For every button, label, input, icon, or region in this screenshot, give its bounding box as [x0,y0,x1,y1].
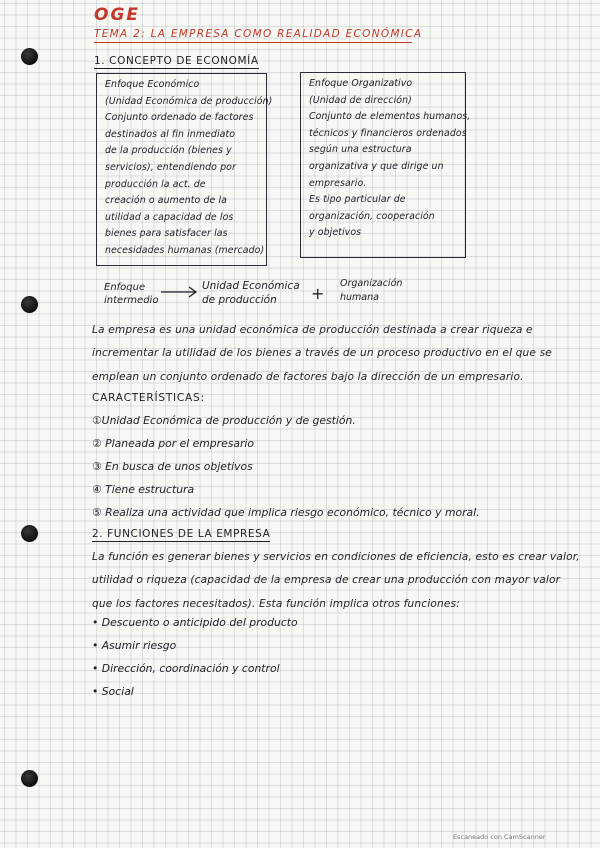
economic-approach-box [96,73,273,266]
box-line: Enfoque Organizativo [309,78,413,89]
formula-mid-line1: Unidad Económica [202,280,300,292]
characteristic-item: ④ Tiene estructura [92,483,195,496]
box-line: (Unidad Económica de producción) [105,95,273,107]
definition-paragraph [92,319,592,389]
topic-title-underline [94,42,412,43]
definition-line: La empresa es una unidad económica de producción destinada a crear riqueza e [92,324,533,336]
box-line: bienes para satisfacer las [105,228,228,240]
function-item: • Social [92,685,134,698]
function-item: • Descuento o anticipido del producto [92,616,298,629]
box-line: de la producción (bienes y [105,145,232,157]
section2-title: 2. FUNCIONES DE LA EMPRESA [92,528,271,540]
box-line: destinados al fin inmediato [105,128,236,140]
box-line: producción la act. de [105,178,206,190]
function-line: utilidad o riqueza (capacidad de la empresa de crear una producción con mayor valor [92,574,561,587]
function-item: • Asumir riesgo [92,639,177,652]
box-line: según una estructura [309,144,412,156]
box-line: (Unidad de dirección) [309,94,412,106]
characteristic-item: ①Unidad Económica de producción y de gestión. [92,414,356,427]
function-item: • Dirección, coordinación y control [92,662,280,675]
formula-right-line2: humana [340,292,379,303]
formula-right-line1: Organización [340,278,403,289]
scanner-watermark: Escaneado con CamScanner [453,833,546,841]
box-line: Conjunto ordenado de factores [105,112,254,124]
section1-title: 1. CONCEPTO DE ECONOMÍA [94,55,259,67]
characteristic-item: ② Planeada por el empresario [92,437,255,450]
formula-left-line2: intermedio [104,295,159,306]
box-line: Es tipo particular de [309,194,406,206]
course-code: OGE [94,5,141,25]
formula-plus: + [311,284,325,303]
topic-title: TEMA 2: LA EMPRESA COMO REALIDAD ECONÓMICA [94,28,423,40]
box-line: organización, cooperación [309,210,435,222]
formula-left-line1: Enfoque [104,282,146,293]
binder-hole-2 [21,296,38,313]
box-line: Conjunto de elementos humanos, [309,111,471,123]
function-paragraph [92,546,592,616]
box-line: creación o aumento de la [105,195,228,207]
binder-hole-3 [21,525,38,542]
box-line: y objetivos [309,227,362,239]
function-line: La función es generar bienes y servicios en condiciones de eficiencia, esto es crear valor, [92,551,580,563]
characteristic-item: ⑤ Realiza una actividad que implica riesgo económico, técnico y moral. [92,506,480,519]
box-line: servicios), entendiendo por [105,161,236,173]
characteristic-item: ③ En busca de unos objetivos [92,460,253,473]
box-line: necesidades humanas (mercado) [105,244,265,256]
binder-hole-4 [21,770,38,787]
box-line: organizativa y que dirige un [309,160,444,172]
box-line: Enfoque Económico [105,79,200,90]
organizational-approach-box [300,72,471,258]
formula-mid-line2: de producción [202,294,277,306]
definition-line: incrementar la utilidad de los bienes a través de un proceso productivo en el que se [92,347,552,360]
box-line: empresario. [309,177,367,189]
box-line: utilidad a capacidad de los [105,211,234,223]
function-line: que los factores necesitados). Esta función implica otros funciones: [92,597,460,610]
binder-hole-1 [21,48,38,65]
definition-line: emplean un conjunto ordenado de factores bajo la dirección de un empresario. [92,370,524,383]
arrow-right-icon [160,286,198,298]
characteristics-title: CARACTERÍSTICAS: [92,392,205,404]
box-line: técnicos y financieros ordenados [309,127,467,139]
